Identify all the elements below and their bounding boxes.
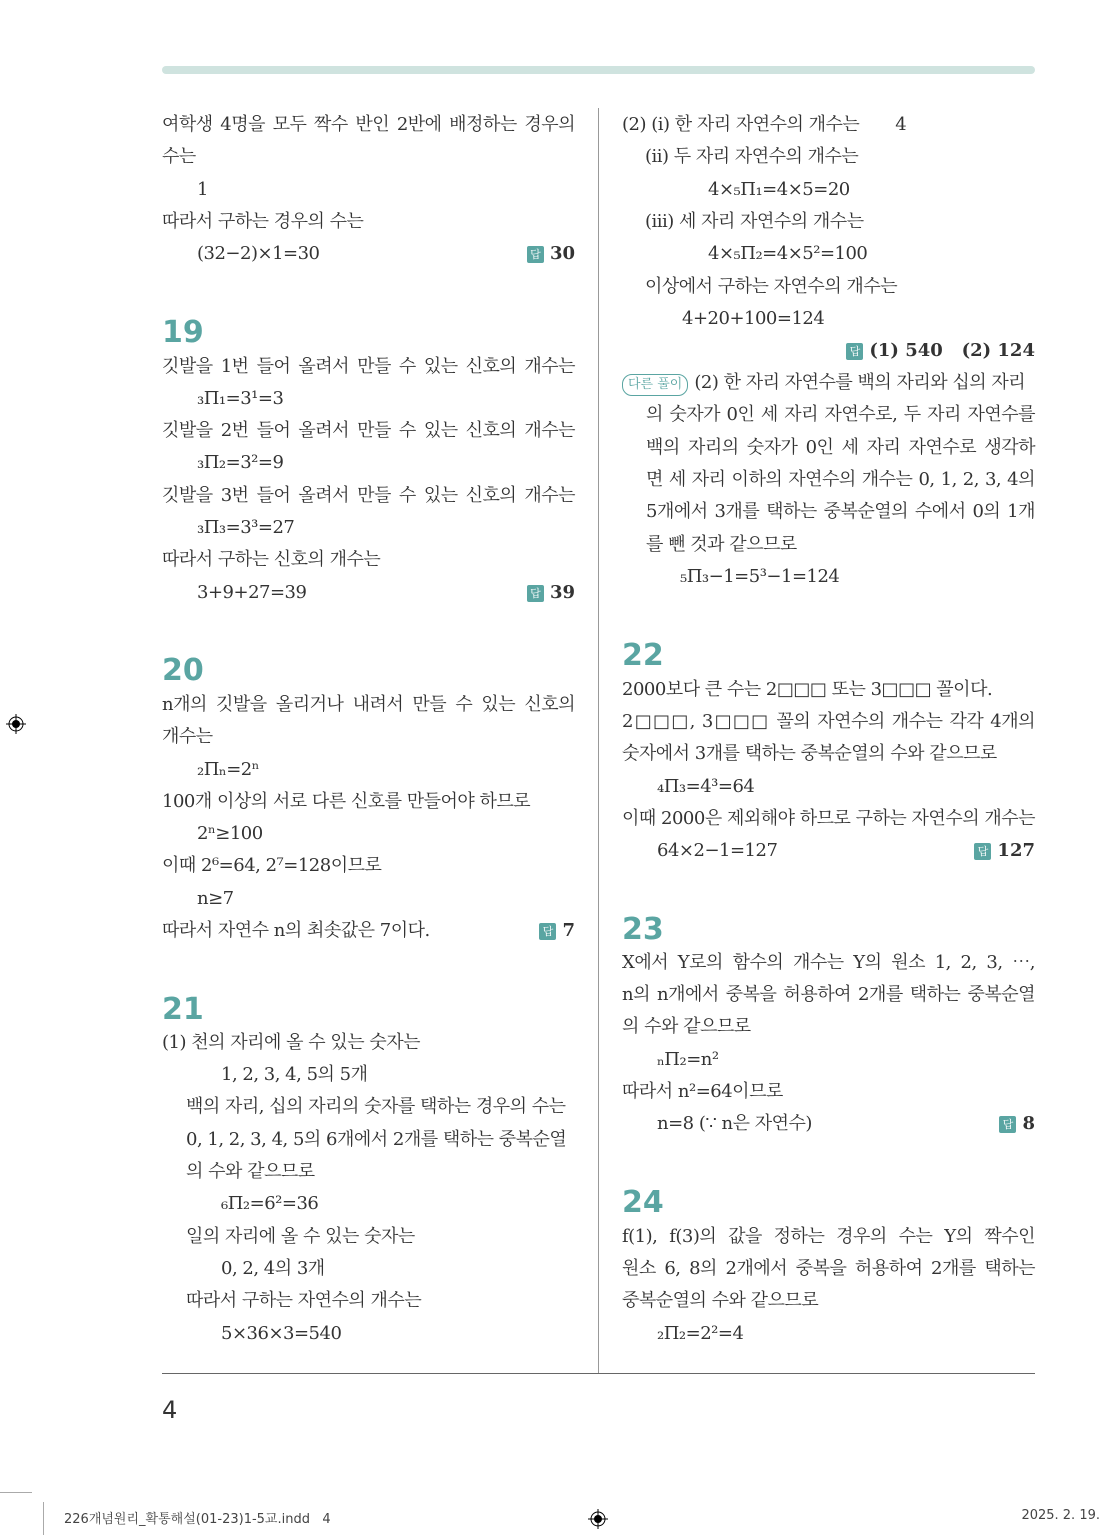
text-line: n≥7 [197, 888, 234, 909]
text-line: 면 세 자리 이하의 자연수의 개수는 0, 1, 2, 3, 4의 [646, 469, 1035, 490]
bottom-rule [162, 1373, 1035, 1374]
text-line: 수는 [162, 146, 196, 167]
problem-number: 19 [162, 315, 204, 350]
answer-value: 39 [549, 582, 575, 603]
text-line: ₃Π₂=3²=9 [197, 452, 284, 473]
text-line: 4×₅Π₁=4×5=20 [708, 179, 850, 200]
page-number: 4 [162, 1396, 178, 1424]
text-line: 깃발을 2번 들어 올려서 만들 수 있는 신호의 개수는 [162, 420, 575, 441]
text-line: 의 숫자가 0인 세 자리 자연수로, 두 자리 자연수를 [646, 404, 1035, 425]
text-line [622, 113, 906, 137]
text-line: 2ⁿ≥100 [197, 823, 263, 844]
answer-badge-icon: 답 [999, 1116, 1016, 1133]
answer-value: 8 [1022, 1113, 1035, 1134]
text-line: 1, 2, 3, 4, 5의 5개 [221, 1064, 368, 1085]
text-line: 이상에서 구하는 자연수의 개수는 [645, 276, 898, 297]
problem-number: 24 [622, 1185, 664, 1220]
answer [999, 1112, 1035, 1136]
text-line: n=8 (∵ n은 자연수) [657, 1113, 812, 1134]
text-line: 숫자에서 3개를 택하는 중복순열의 수와 같으므로 [622, 743, 997, 764]
text-line: 64×2−1=127 [657, 840, 778, 861]
text-line: 4+20+100=124 [682, 308, 825, 329]
answer-badge-icon: 답 [527, 585, 544, 602]
text-line: 여학생 4명을 모두 짝수 반인 2반에 배정하는 경우의 [162, 114, 575, 135]
text-line: 일의 자리에 올 수 있는 숫자는 [186, 1226, 415, 1247]
registration-mark-icon [6, 714, 26, 734]
text-line: (1) 천의 자리에 올 수 있는 숫자는 [162, 1032, 420, 1053]
text-line: n의 n개에서 중복을 허용하여 2개를 택하는 중복순열 [622, 984, 1035, 1005]
text-line: 깃발을 1번 들어 올려서 만들 수 있는 신호의 개수는 [162, 356, 575, 377]
answer [527, 581, 575, 605]
alt-solution-label: 다른 풀이 [622, 374, 688, 396]
footer-date: 2025. 2. 19. [1021, 1508, 1100, 1523]
footer-filename: 226개념원리_확통해설(01-23)1-5교.indd 4 [64, 1512, 331, 1527]
text-line: ₅Π₃−1=5³−1=124 [680, 566, 840, 587]
text-line: 원소 6, 8의 2개에서 중복을 허용하여 2개를 택하는 [622, 1258, 1035, 1279]
text-line: 따라서 구하는 신호의 개수는 [162, 549, 381, 570]
count-value: 4 [895, 114, 907, 135]
answer [846, 339, 1035, 363]
text-line: ₙΠ₂=n² [657, 1049, 719, 1070]
text-line: ₆Π₂=6²=36 [221, 1193, 319, 1214]
text-line: 0, 1, 2, 3, 4, 5의 6개에서 2개를 택하는 중복순열 [186, 1129, 567, 1150]
text-line: n개의 깃발을 올리거나 내려서 만들 수 있는 신호의 [162, 694, 575, 715]
text-line: 이때 2⁶=64, 2⁷=128이므로 [162, 855, 382, 876]
text-line: 100개 이상의 서로 다른 신호를 만들어야 하므로 [162, 791, 531, 812]
answer-value: 30 [549, 243, 575, 264]
text-line: 중복순열의 수와 같으므로 [622, 1290, 819, 1311]
text-line: 5개에서 3개를 택하는 중복순열의 수에서 0의 1개 [646, 501, 1035, 522]
column-divider [598, 108, 599, 1373]
alt-solution-line [622, 371, 1025, 396]
answer-badge-icon: 답 [974, 843, 991, 860]
text-line: (iii) 세 자리 자연수의 개수는 [645, 211, 864, 232]
text-line: 깃발을 3번 들어 올려서 만들 수 있는 신호의 개수는 [162, 485, 575, 506]
text-line: ₂Π₂=2²=4 [657, 1323, 744, 1344]
crop-mark [0, 1492, 32, 1493]
text-line: 백의 자리, 십의 자리의 숫자를 택하는 경우의 수는 [186, 1096, 566, 1117]
text-line: 개수는 [162, 726, 213, 747]
answer-badge-icon: 답 [846, 343, 863, 360]
text-line: ₂Πₙ=2ⁿ [197, 759, 260, 780]
problem-number: 22 [622, 638, 664, 673]
answer-value: (1) 540 (2) 124 [869, 340, 1035, 361]
text-line: 따라서 구하는 자연수의 개수는 [186, 1290, 422, 1311]
text-line: 백의 자리의 숫자가 0인 세 자리 자연수로 생각하 [646, 437, 1035, 458]
answer-badge-icon: 답 [527, 246, 544, 263]
text-line: f(1), f(3)의 값을 정하는 경우의 수는 Y의 짝수인 [622, 1226, 1035, 1247]
registration-mark-icon [588, 1509, 608, 1529]
text-line: 1 [197, 179, 208, 200]
answer [539, 919, 575, 943]
text-line: 따라서 자연수 n의 최솟값은 7이다. [162, 920, 430, 941]
text-line: 2□□□, 3□□□ 꼴의 자연수의 개수는 각각 4개의 [622, 711, 1035, 732]
text-line: (32−2)×1=30 [197, 243, 320, 264]
text-line: 2000보다 큰 수는 2□□□ 또는 3□□□ 꼴이다. [622, 679, 993, 700]
text-line: (ii) 두 자리 자연수의 개수는 [645, 146, 859, 167]
text-line: 의 수와 같으므로 [186, 1161, 315, 1182]
text-line: 따라서 구하는 경우의 수는 [162, 211, 364, 232]
text-line: 0, 2, 4의 3개 [221, 1258, 325, 1279]
answer-value: 7 [562, 920, 575, 941]
text-line: 이때 2000은 제외해야 하므로 구하는 자연수의 개수는 [622, 808, 1035, 829]
problem-number: 20 [162, 653, 204, 688]
text-line: X에서 Y로의 함수의 개수는 Y의 원소 1, 2, 3, ⋯, [622, 952, 1035, 973]
problem-number: 21 [162, 992, 204, 1027]
text-line: 의 수와 같으므로 [622, 1016, 751, 1037]
text-line: ₃Π₃=3³=27 [197, 517, 295, 538]
text-line: 를 뺀 것과 같으므로 [646, 534, 797, 555]
text-line: (2) 한 자리 자연수를 백의 자리와 십의 자리 [694, 372, 1026, 393]
text-line: 4×₅Π₂=4×5²=100 [708, 243, 868, 264]
text-line: 5×36×3=540 [221, 1323, 342, 1344]
text-line: ₃Π₁=3¹=3 [197, 388, 284, 409]
header-bar [162, 66, 1035, 74]
crop-mark [43, 1502, 44, 1535]
answer [974, 839, 1035, 863]
text-line: 따라서 n²=64이므로 [622, 1081, 783, 1102]
answer-value: 127 [997, 840, 1035, 861]
answer [527, 242, 575, 266]
text-line: ₄Π₃=4³=64 [657, 776, 755, 797]
answer-badge-icon: 답 [539, 923, 556, 940]
problem-number: 23 [622, 912, 664, 947]
text-line: 3+9+27=39 [197, 582, 307, 603]
text-line: (2) (i) 한 자리 자연수의 개수는 [622, 114, 860, 135]
